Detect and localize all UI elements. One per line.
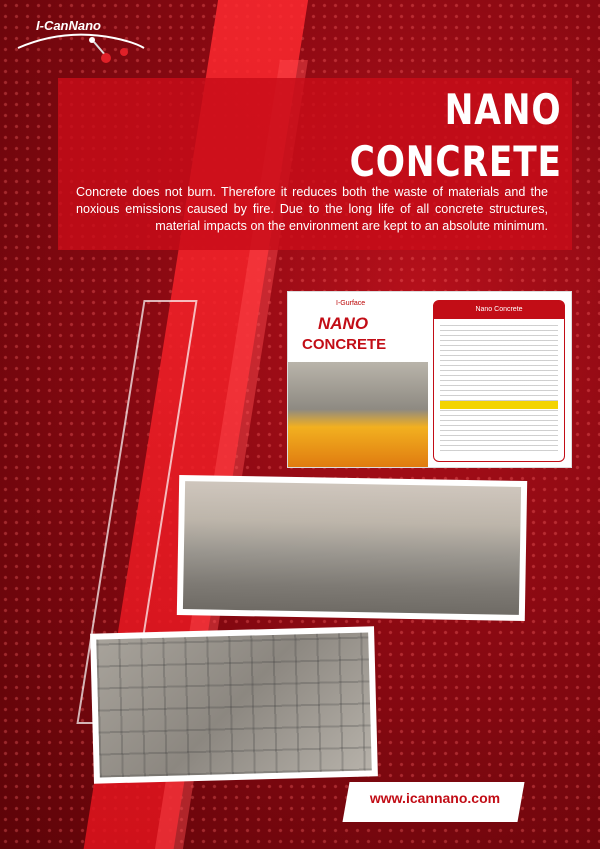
- page-title-line2: CONCRETE: [349, 137, 562, 186]
- concrete-pour-photo: [177, 475, 527, 621]
- product-label-image: [287, 291, 572, 468]
- concrete-rebar-photo: [90, 626, 378, 783]
- description-text: Concrete does not burn. Therefore it reduces both the waste of materials and the noxious emissions caused by fire. Due to the long life of all concrete structures, material impacts on the environment are kept to an absolute minimum.: [76, 185, 548, 233]
- product-name-line2: CONCRETE: [302, 336, 387, 353]
- concrete-pour-image: [183, 481, 521, 615]
- product-label-front: [288, 292, 428, 467]
- brand-logo: [14, 8, 154, 68]
- product-label-back: [433, 300, 565, 462]
- product-panel-title: Nano Concrete: [434, 301, 564, 319]
- molecule-icon: [14, 8, 154, 68]
- product-brand: I-Gurface: [336, 300, 366, 307]
- logo-text: I-CanNano: [36, 18, 101, 33]
- product-name-line1: NANO: [318, 314, 369, 333]
- website-link[interactable]: www.icannano.com: [369, 790, 501, 806]
- concrete-rebar-image: [96, 632, 372, 777]
- product-fine-print: [440, 325, 558, 455]
- caution-strip: [440, 401, 558, 409]
- page-title-line1: NANO: [445, 85, 562, 134]
- product-photo: [288, 362, 428, 467]
